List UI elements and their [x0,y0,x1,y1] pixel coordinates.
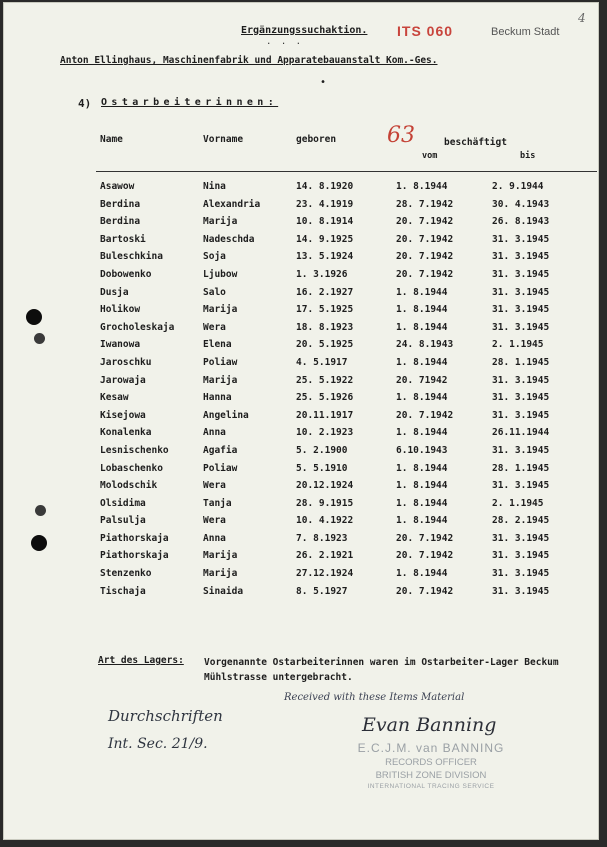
cell-von: 1. 8.1944 [396,321,448,333]
cell-vorname: Poliaw [203,462,238,474]
cell-bis: 2. 9.1944 [492,181,544,192]
column-header-bis: bis [520,151,536,161]
handwritten-note-section: Int. Sec. 21/9. [108,736,208,752]
table-row [4,251,600,269]
cell-von: 20. 7.1942 [396,216,454,228]
cell-geboren: 14. 9.1925 [296,233,354,245]
cell-von: 1. 8.1944 [396,181,448,192]
cell-vorname: Ljubow [203,268,238,280]
cell-name: Kisejowa [100,409,146,421]
cell-von: 1. 8.1944 [396,356,448,368]
cell-von: 1. 8.1944 [396,286,448,298]
table-row [4,586,600,604]
cell-von: 20. 7.1942 [396,532,454,544]
cell-von: 1. 8.1944 [396,462,448,474]
table-row [4,568,600,586]
cell-name: Dusja [100,286,129,298]
table-row [4,463,600,481]
cell-von: 1. 8.1944 [396,304,448,316]
cell-name: Tischaja [100,585,146,597]
company-name: Anton Ellinghaus, Maschinenfabrik und Apparatebauanstalt Kom.-Ges. [60,55,438,66]
cell-name: Konalenka [100,427,152,439]
cell-vorname: Anna [203,427,226,439]
cell-geboren: 8. 5.1927 [296,585,348,597]
table-row [4,357,600,375]
cell-vorname: Anna [203,532,226,544]
cell-bis: 2. 1.1945 [492,497,544,509]
cell-geboren: 28. 9.1915 [296,497,354,509]
table-row [4,498,600,516]
cell-von: 1. 8.1944 [396,392,448,404]
column-header-vorname: Vorname [203,134,244,145]
cell-vorname: Nina [203,181,226,192]
table-row [4,234,600,252]
cell-name: Grocholeskaja [100,321,175,333]
cell-vorname: Marija [203,216,238,228]
typed-dots: . . . [266,37,304,47]
cell-geboren: 25. 5.1922 [296,374,354,386]
cell-von: 20. 7.1942 [396,251,454,263]
cell-vorname: Wera [203,515,226,527]
cell-von: 28. 7.1942 [396,198,454,210]
cell-geboren: 20.11.1917 [296,409,354,421]
cell-von: 20. 71942 [396,374,448,386]
stamp-title: RECORDS OFFICER [385,757,477,768]
camp-type-text: Vorgenannte Ostarbeiterinnen waren im Ostarbeiter-Lager Beckum Mühlstrasse untergebracht. [204,657,559,683]
cell-name: Dobowenko [100,268,152,280]
cell-bis: 31. 3.1945 [492,233,550,245]
cell-bis: 31. 3.1945 [492,321,550,333]
cell-geboren: 13. 5.1924 [296,251,354,263]
section-number: 4) [78,97,92,110]
cell-von: 1. 8.1944 [396,480,448,492]
cell-name: Jarowaja [100,374,146,386]
cell-vorname: Sinaida [203,585,244,597]
cell-geboren: 23. 4.1919 [296,198,354,210]
document-page [3,2,599,840]
stamp-division: BRITISH ZONE DIVISION [375,770,487,781]
document-title: Ergänzungssuchaktion. [241,25,368,36]
cell-name: Holikow [100,304,141,316]
cell-bis: 31. 3.1945 [492,304,550,316]
city-stamp: Beckum Stadt [491,26,560,38]
its-stamp-code: ITS 060 [397,23,454,39]
cell-bis: 31. 3.1945 [492,568,550,580]
cell-bis: 28. 2.1945 [492,515,550,527]
cell-von: 1. 8.1944 [396,427,448,439]
cell-vorname: Agafia [203,444,238,456]
workers-table [4,181,600,603]
cell-vorname: Salo [203,286,226,298]
cell-name: Olsidima [100,497,146,509]
handwritten-count: 63 [387,123,415,148]
cell-vorname: Marija [203,304,238,316]
cell-von: 20. 7.1942 [396,409,454,421]
cell-geboren: 27.12.1924 [296,568,354,580]
cell-bis: 31. 3.1945 [492,392,550,404]
cell-geboren: 10. 8.1914 [296,216,354,228]
cell-bis: 31. 3.1945 [492,532,550,544]
cell-vorname: Hanna [203,392,232,404]
table-row [4,269,600,287]
signature: Evan Banning [362,714,497,736]
cell-geboren: 20. 5.1925 [296,339,354,351]
cell-name: Kesaw [100,392,129,404]
header-rule [96,171,597,172]
officer-stamp [356,741,506,790]
typed-dot: • [320,77,327,88]
cell-geboren: 1. 3.1926 [296,268,348,280]
cell-vorname: Marija [203,374,238,386]
cell-geboren: 14. 8.1920 [296,181,354,192]
cell-name: Palsulja [100,515,146,527]
cell-geboren: 25. 5.1926 [296,392,354,404]
cell-von: 1. 8.1944 [396,515,448,527]
cell-geboren: 17. 5.1925 [296,304,354,316]
camp-type-label: Art des Lagers: [98,655,184,666]
section-title: Ostarbeiterinnen: [101,97,279,108]
table-row [4,287,600,305]
stamp-name: E.C.J.M. van BANNING [357,741,505,755]
cell-geboren: 10. 2.1923 [296,427,354,439]
cell-bis: 31. 3.1945 [492,444,550,456]
cell-von: 20. 7.1942 [396,268,454,280]
cell-name: Asawow [100,181,135,192]
table-row [4,550,600,568]
cell-vorname: Soja [203,251,226,263]
cell-bis: 2. 1.1945 [492,339,544,351]
table-row [4,375,600,393]
column-header-geboren: geboren [296,134,337,145]
table-row [4,216,600,234]
cell-von: 20. 7.1942 [396,585,454,597]
cell-von: 6.10.1943 [396,444,448,456]
cell-vorname: Alexandria [203,198,261,210]
table-row [4,304,600,322]
cell-name: Stenzenko [100,568,152,580]
cell-bis: 31. 3.1945 [492,550,550,562]
cell-bis: 31. 3.1945 [492,286,550,298]
cell-geboren: 20.12.1924 [296,480,354,492]
cell-von: 20. 7.1942 [396,550,454,562]
cell-name: Piathorskaja [100,532,169,544]
table-row [4,339,600,357]
cell-name: Berdina [100,216,141,228]
table-row [4,445,600,463]
handwritten-note-copies: Durchschriften [108,707,223,725]
cell-vorname: Marija [203,550,238,562]
cell-geboren: 5. 2.1900 [296,444,348,456]
cell-bis: 28. 1.1945 [492,356,550,368]
column-header-name: Name [100,134,123,145]
cell-name: Buleschkina [100,251,163,263]
cell-vorname: Elena [203,339,232,351]
cell-geboren: 5. 5.1910 [296,462,348,474]
cell-von: 1. 8.1944 [396,568,448,580]
cell-bis: 31. 3.1945 [492,409,550,421]
cell-bis: 28. 1.1945 [492,462,550,474]
cell-name: Lobaschenko [100,462,163,474]
cell-bis: 30. 4.1943 [492,198,550,210]
cell-vorname: Marija [203,568,238,580]
cell-bis: 31. 3.1945 [492,585,550,597]
cell-geboren: 26. 2.1921 [296,550,354,562]
cell-geboren: 4. 5.1917 [296,356,348,368]
table-row [4,322,600,340]
cell-geboren: 10. 4.1922 [296,515,354,527]
cell-von: 24. 8.1943 [396,339,454,351]
table-row [4,480,600,498]
cell-name: Molodschik [100,480,158,492]
cell-bis: 31. 3.1945 [492,251,550,263]
handwritten-received-note: Received with these Items Material [284,692,465,703]
cell-bis: 26. 8.1943 [492,216,550,228]
cell-von: 20. 7.1942 [396,233,454,245]
cell-vorname: Wera [203,321,226,333]
cell-vorname: Tanja [203,497,232,509]
cell-bis: 26.11.1944 [492,427,550,439]
cell-name: Iwanowa [100,339,141,351]
cell-name: Bartoski [100,233,146,245]
table-row [4,515,600,533]
cell-geboren: 18. 8.1923 [296,321,354,333]
cell-vorname: Nadeschda [203,233,255,245]
cell-vorname: Wera [203,480,226,492]
cell-vorname: Angelina [203,409,249,421]
cell-name: Berdina [100,198,141,210]
column-header-von: vom [422,151,438,161]
cell-geboren: 16. 2.1927 [296,286,354,298]
cell-bis: 31. 3.1945 [492,268,550,280]
table-row [4,199,600,217]
cell-name: Piathorskaja [100,550,169,562]
table-row [4,181,600,199]
cell-name: Jaroschku [100,356,152,368]
cell-von: 1. 8.1944 [396,497,448,509]
table-row [4,392,600,410]
cell-bis: 31. 3.1945 [492,480,550,492]
table-row [4,410,600,428]
stamp-organization: INTERNATIONAL TRACING SERVICE [367,783,495,790]
cell-bis: 31. 3.1945 [492,374,550,386]
page-number: 4 [578,11,586,25]
cell-geboren: 7. 8.1923 [296,532,348,544]
table-row [4,427,600,445]
cell-name: Lesnischenko [100,444,169,456]
column-header-beschaeftigt: beschäftigt [444,137,507,148]
cell-vorname: Poliaw [203,356,238,368]
table-row [4,533,600,551]
